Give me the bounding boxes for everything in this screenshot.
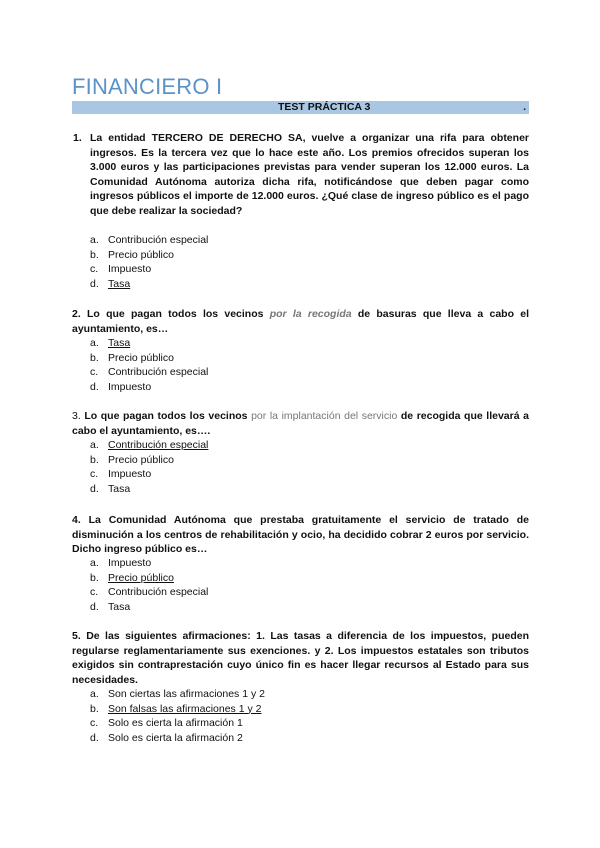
option-text: Tasa <box>108 482 131 495</box>
question-5 <box>72 629 529 687</box>
option-letter: a. <box>90 688 99 700</box>
document-title: FINANCIERO I <box>72 74 223 99</box>
question-2 <box>72 307 529 336</box>
option-text: Contribución especial <box>108 366 209 379</box>
option-letter: a. <box>90 439 99 451</box>
option-q4-a <box>90 556 208 571</box>
option-q5-a <box>90 687 265 702</box>
option-letter: c. <box>90 586 99 599</box>
option-text: Contribución especial <box>108 586 209 599</box>
question-5-text: 5. De las siguientes afirmaciones: 1. Las tasas a diferencia de los impuestos, pueden regularse reglamentariamente sus exenciones. y 2. Los impuestos estatales son tributos exigidos sin contraprestación cuyo único fin es hacer llegar recursos al Estado para sus necesidades. <box>72 630 529 686</box>
question-1-number: 1. <box>73 132 82 144</box>
option-letter: d. <box>90 482 99 495</box>
option-q4-c <box>90 585 208 600</box>
question-1 <box>73 131 529 219</box>
option-letter: a. <box>90 234 99 246</box>
question-4 <box>72 513 529 557</box>
option-q4-b <box>90 571 208 586</box>
question-3-text-pre: Lo que pagan todos los vecinos <box>80 410 252 422</box>
option-text: Impuesto <box>108 557 152 569</box>
option-letter: a. <box>90 557 99 569</box>
option-q2-b <box>90 351 208 366</box>
option-q3-c <box>90 467 208 482</box>
question-1-options <box>90 233 208 291</box>
option-q3-a <box>90 438 208 453</box>
section-banner <box>72 101 529 114</box>
option-q5-c <box>90 716 265 731</box>
option-letter: d. <box>90 380 99 393</box>
option-letter: c. <box>90 366 99 379</box>
option-text: Impuesto <box>108 380 152 393</box>
option-q2-d <box>90 380 208 395</box>
question-2-highlight: por la recogida <box>269 308 352 320</box>
option-text-correct: Contribución especial <box>108 439 209 451</box>
option-q1-a <box>90 233 208 248</box>
option-text: Precio público <box>108 351 174 364</box>
option-text-correct: Precio público <box>108 571 174 584</box>
option-text: Tasa <box>108 600 131 613</box>
option-q3-b <box>90 453 208 468</box>
banner-dot: . <box>523 101 526 113</box>
option-letter: c. <box>90 468 99 481</box>
option-text: Solo es cierta la afirmación 2 <box>108 731 243 744</box>
question-2-options <box>90 336 208 394</box>
question-2-text-post: de basuras que lleva a cabo el ayuntamiento, es… <box>72 308 529 335</box>
option-letter: b. <box>90 453 99 466</box>
question-3-number: 3. <box>72 410 81 422</box>
option-q1-c <box>90 262 208 277</box>
banner-title: TEST PRÁCTICA 3 <box>278 101 371 113</box>
option-letter: b. <box>90 248 99 261</box>
option-letter: c. <box>90 717 99 730</box>
option-letter: d. <box>90 277 99 290</box>
option-text-correct: Tasa <box>108 277 131 290</box>
option-text: Son ciertas las afirmaciones 1 y 2 <box>108 688 265 700</box>
option-q2-c <box>90 365 208 380</box>
question-1-text: La entidad TERCERO DE DERECHO SA, vuelve a organizar una rifa para obtener ingresos. Es la tercera vez que lo hace este año. Los premios ofrecidos superan los 3.000 euros y las participaciones previstas para vender superan los 12.000 euros. La Comunidad Autónoma autoriza dicha rifa, notificándose que deben pagar como ingresos públicos el importe de 12.000 euros. ¿Qué clase de ingreso público es el pago que debe realizar la sociedad? <box>90 132 529 217</box>
option-q3-d <box>90 482 208 497</box>
option-text: Precio público <box>108 453 174 466</box>
option-text: Contribución especial <box>108 234 209 246</box>
option-q1-d <box>90 277 208 292</box>
option-letter: b. <box>90 351 99 364</box>
question-4-options <box>90 556 208 614</box>
option-q5-b <box>90 702 265 717</box>
question-3 <box>72 409 529 438</box>
question-3-highlight: por la implantación del servicio <box>251 410 398 422</box>
option-text-correct: Son falsas las afirmaciones 1 y 2 <box>108 702 262 715</box>
question-3-options <box>90 438 208 496</box>
question-2-text-pre: 2. Lo que pagan todos los vecinos <box>72 308 270 320</box>
option-text-correct: Tasa <box>108 337 131 349</box>
option-letter: a. <box>90 337 99 349</box>
option-q2-a <box>90 336 208 351</box>
option-text: Impuesto <box>108 468 152 481</box>
question-4-text: 4. La Comunidad Autónoma que prestaba gratuitamente el servicio de tratado de disminución a los centros de rehabilitación y ocio, ha decidido cobrar 2 euros por servicio. Dicho ingreso público es… <box>72 514 529 556</box>
option-q1-b <box>90 248 208 263</box>
option-text: Impuesto <box>108 263 152 276</box>
question-5-options <box>90 687 265 745</box>
option-text: Precio público <box>108 248 174 261</box>
option-letter: d. <box>90 600 99 613</box>
option-letter: b. <box>90 571 99 584</box>
option-letter: c. <box>90 263 99 276</box>
option-q5-d <box>90 731 265 746</box>
option-text: Solo es cierta la afirmación 1 <box>108 717 243 730</box>
question-3-text-post: de recogida que llevará a cabo el ayuntamiento, es…. <box>72 410 529 437</box>
option-letter: d. <box>90 731 99 744</box>
option-q4-d <box>90 600 208 615</box>
option-letter: b. <box>90 702 99 715</box>
